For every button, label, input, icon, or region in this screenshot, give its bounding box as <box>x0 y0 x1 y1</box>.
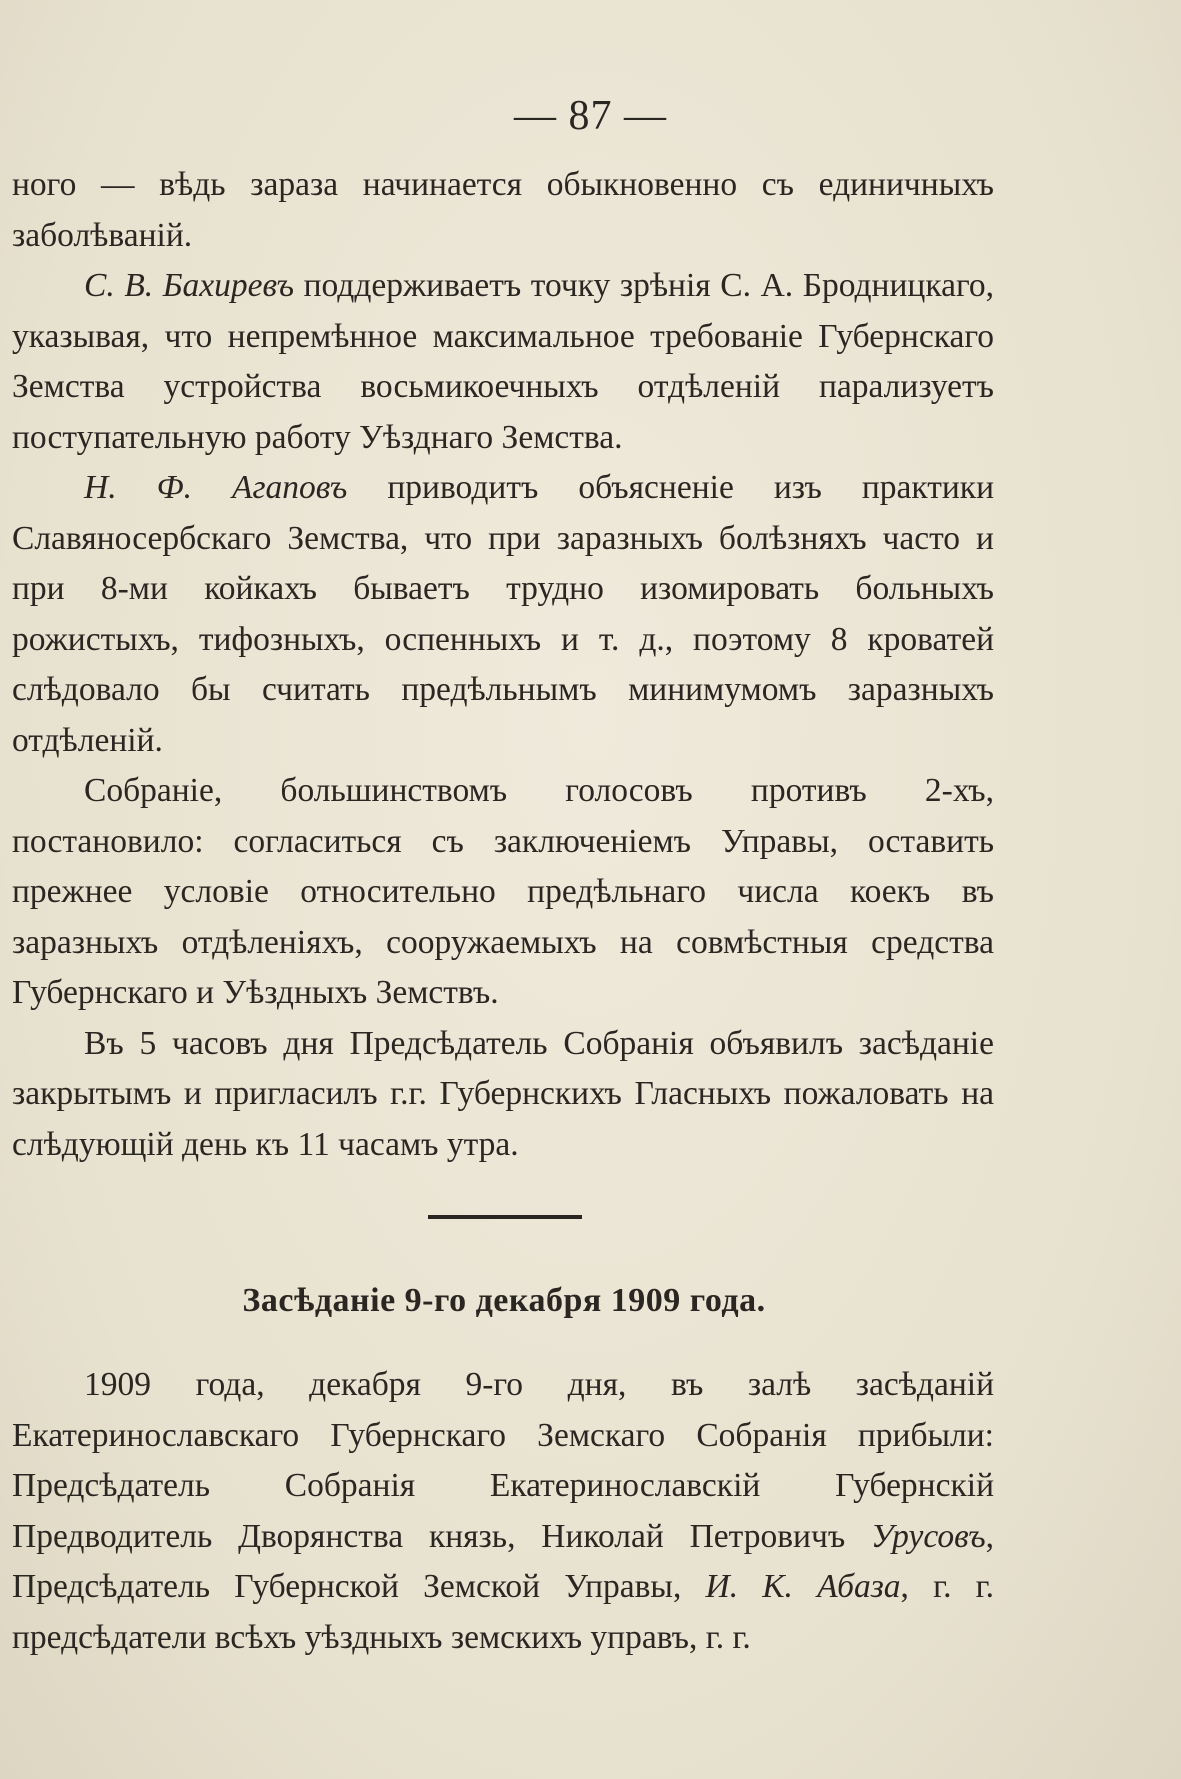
paragraph-attendance <box>12 1360 994 1663</box>
paragraph-text: 1909 года, декабря 9-го дня, въ залѣ засѣданій Екатеринославскаго Губернскаго Земскаго Собранія прибыли: Предсѣдатель Собранія Екатеринославскій Губернскій Предводитель Дворянства князь, Николай Петровичъ <box>12 1366 994 1555</box>
section-divider <box>428 1215 582 1219</box>
page-number: — 87 — <box>514 93 667 139</box>
paragraph-closing: Въ 5 часовъ дня Предсѣдатель Собранія объявилъ засѣданіе закрытымъ и пригласилъ г.г. Губернскихъ Гласныхъ пожаловать на слѣдующій день къ 11 часамъ утра. <box>12 1024 994 1163</box>
paragraph-bakhirev <box>12 261 994 463</box>
paragraph-text: приводитъ объясненіе изъ практики Славяносербскаго Земства, что при заразныхъ болѣзняхъ часто и при 8-ми койкахъ бываетъ трудно изомировать больныхъ рожистыхъ, тифозныхъ, оспенныхъ и т. д., поэтому 8 кроватей слѣдовало бы считать предѣльнымъ минимумомъ заразныхъ отдѣленій. <box>12 469 995 759</box>
paragraph-text: , г. г. предсѣдатели всѣхъ уѣздныхъ земскихъ управъ, г. г. <box>12 1568 994 1656</box>
person-name: И. К. Абаза <box>705 1568 901 1605</box>
speaker-name: Н. Ф. Агаповъ <box>84 469 348 506</box>
section-2-text <box>12 1360 994 1663</box>
paragraph-agapov <box>12 463 994 766</box>
person-name: Урусовъ <box>870 1517 986 1555</box>
paragraph-continuation: ного — вѣдь зараза начинается обыкновенно съ единичныхъ заболѣваній. <box>12 166 994 254</box>
paragraph-text: поддерживаетъ точку зрѣнія С. А. Бродницкаго, указывая, что непремѣнное максимальное требованіе Губернскаго Земства устройства восьмикоечныхъ отдѣленій парализуетъ поступательную работу Уѣзднаго Земства. <box>12 267 995 456</box>
paragraph-text: , Предсѣдатель Губернской Земской Управы, <box>12 1517 994 1605</box>
paragraph-resolution: Собраніе, большинствомъ голосовъ противъ 2-хъ, постановило: согласиться съ заключеніемъ Управы, оставить прежнее условіе относительно предѣльнаго числа коекъ въ заразныхъ отдѣленіяхъ, сооружаемыхъ на совмѣстныя средства Губернскаго и Уѣздныхъ Земствъ. <box>12 772 994 1011</box>
speaker-name: С. В. Бахиревъ <box>84 267 294 304</box>
session-heading: Засѣданіе 9-го декабря 1909 года. <box>242 1282 766 1319</box>
section-1-text <box>12 160 994 1170</box>
